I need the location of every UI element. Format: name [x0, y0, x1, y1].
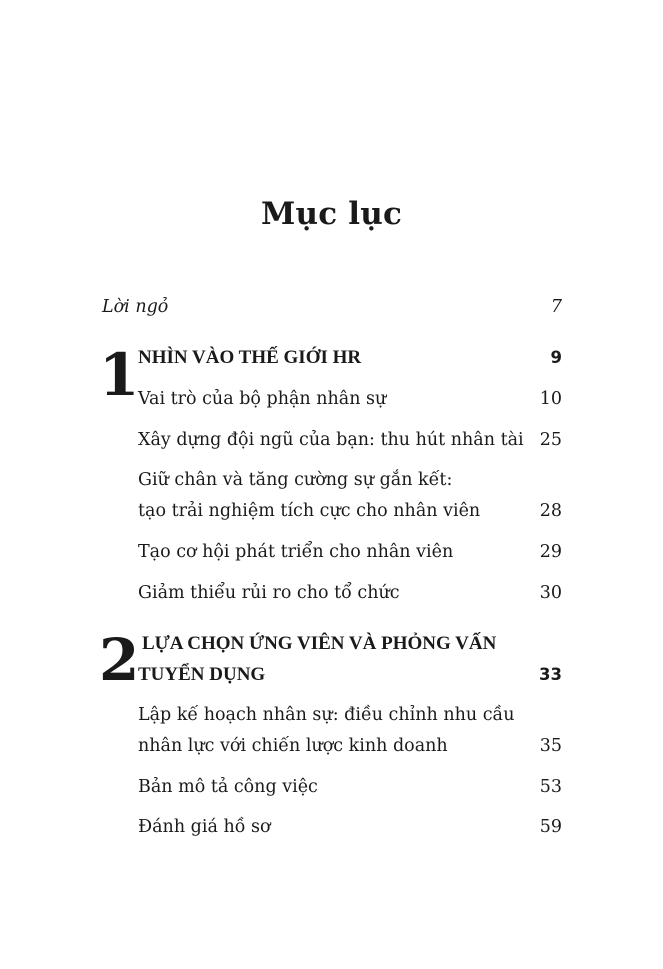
toc-entry-title-line: tạo trải nghiệm tích cực cho nhân viên	[138, 501, 481, 521]
toc-entry-page: 10	[539, 389, 562, 409]
toc-entry[interactable]	[138, 700, 562, 762]
toc-entry-title: Xây dựng đội ngũ của bạn: thu hút nhân tài	[138, 430, 524, 450]
toc-entry[interactable]	[138, 465, 562, 527]
chapter-title-line: TUYỂN DỤNG	[138, 664, 266, 685]
chapter-title-line: LỰA CHỌN ỨNG VIÊN VÀ PHỎNG VẤN	[142, 633, 497, 654]
toc-entry-title-line: Lập kế hoạch nhân sự: điều chỉnh nhu cầu	[138, 705, 515, 725]
toc-entry-page: 28	[539, 501, 562, 521]
toc-entry-title-line: Giữ chân và tăng cường sự gắn kết:	[138, 470, 453, 490]
toc-entry-page: 29	[539, 542, 562, 562]
toc-entry-title: Bản mô tả công việc	[138, 777, 318, 797]
toc-entry-title	[138, 465, 480, 527]
chapter-number: 1	[99, 341, 140, 409]
toc-entry-page: 25	[539, 430, 562, 450]
toc-entry[interactable]	[138, 772, 562, 803]
toc-entry-title: Đánh giá hồ sơ	[138, 817, 271, 837]
toc-entry-preface[interactable]	[102, 292, 562, 323]
chapter-title: NHÌN VÀO THẾ GIỚI HR	[138, 347, 362, 368]
toc-entry-page: 30	[539, 583, 562, 603]
toc-entry-page: 53	[539, 777, 562, 797]
toc-entry-title: Vai trò của bộ phận nhân sự	[138, 389, 387, 409]
toc-entry-title-line: nhân lực với chiến lược kinh doanh	[138, 736, 448, 756]
toc-chapter-2-heading[interactable]	[138, 628, 562, 690]
toc-entry[interactable]	[138, 425, 562, 456]
toc-entry-title: Tạo cơ hội phát triển cho nhân viên	[138, 542, 454, 562]
toc-entry[interactable]	[138, 812, 562, 843]
toc-entry-title: Giảm thiểu rủi ro cho tổ chức	[138, 583, 400, 603]
toc-entry[interactable]	[138, 578, 562, 609]
toc-entry-page: 35	[539, 736, 562, 756]
chapter-title	[138, 628, 496, 690]
toc-entry-title	[138, 700, 515, 762]
toc-entry[interactable]	[138, 537, 562, 568]
page-title: Mục lục	[260, 196, 403, 232]
toc-entry[interactable]	[138, 384, 562, 415]
toc-entry-title: Lời ngỏ	[102, 297, 169, 317]
toc-chapter-1-heading[interactable]	[138, 342, 562, 373]
toc-entry-page: 59	[539, 817, 562, 837]
chapter-page: 33	[539, 665, 562, 684]
chapter-number: 2	[99, 626, 140, 694]
chapter-page: 9	[550, 348, 562, 367]
toc-entry-page: 7	[550, 297, 562, 317]
